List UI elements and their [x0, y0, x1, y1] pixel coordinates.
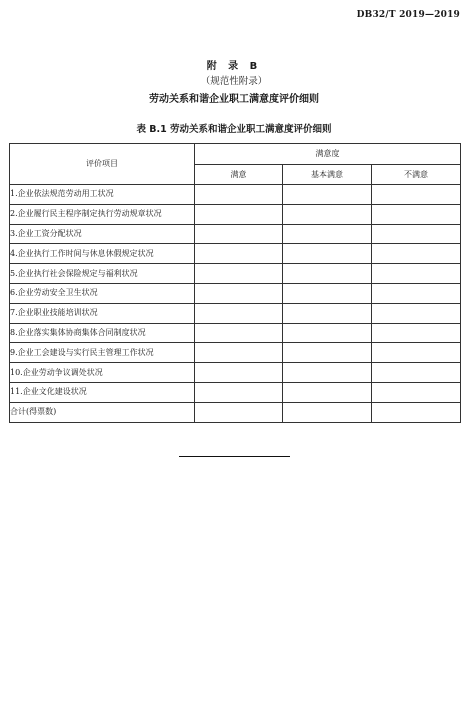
table-row: [10, 204, 461, 224]
row-label: 6.企业劳动安全卫生状况: [10, 283, 195, 303]
table-row: [10, 244, 461, 264]
cell-satisfied: [195, 343, 283, 363]
cell-dissatisfied: [372, 204, 461, 224]
cell-basically-satisfied: [283, 244, 372, 264]
table-row: [10, 264, 461, 284]
cell-basically-satisfied: [283, 382, 372, 402]
cell-satisfied: [195, 303, 283, 323]
row-label-total: 合计(得票数): [10, 402, 195, 422]
cell-basically-satisfied: [283, 323, 372, 343]
cell-basically-satisfied: [283, 303, 372, 323]
row-label: 2.企业履行民主程序制定执行劳动规章状况: [10, 204, 195, 224]
cell-dissatisfied: [372, 323, 461, 343]
cell-dissatisfied: [372, 343, 461, 363]
cell-satisfied: [195, 382, 283, 402]
cell-dissatisfied: [372, 244, 461, 264]
cell-dissatisfied: [372, 303, 461, 323]
table-row: [10, 224, 461, 244]
table-row: [10, 185, 461, 205]
annex-title: 附 录 B: [206, 61, 262, 72]
cell-basically-satisfied: [283, 185, 372, 205]
table-row: [10, 283, 461, 303]
cell-satisfied: [195, 224, 283, 244]
end-rule-divider: [179, 456, 290, 457]
cell-basically-satisfied: [283, 283, 372, 303]
cell-basically-satisfied: [283, 363, 372, 383]
cell-dissatisfied: [372, 283, 461, 303]
row-label: 10.企业劳动争议调处状况: [10, 363, 195, 383]
document-code: DB32/T 2019—2019: [356, 10, 460, 20]
cell-satisfied: [195, 204, 283, 224]
cell-dissatisfied: [372, 264, 461, 284]
table-row: [10, 303, 461, 323]
cell-basically-satisfied: [283, 264, 372, 284]
cell-satisfied: [195, 323, 283, 343]
cell-satisfied: [195, 363, 283, 383]
cell-satisfied: [195, 264, 283, 284]
row-label: 7.企业职业技能培训状况: [10, 303, 195, 323]
header-satisfied: 满意: [195, 165, 283, 185]
header-satisfaction: 满意度: [195, 144, 461, 165]
row-label: 4.企业执行工作时间与休息休假规定状况: [10, 244, 195, 264]
header-basically-satisfied: 基本满意: [283, 165, 372, 185]
header-evaluation-item: 评价项目: [10, 144, 195, 185]
annex-name: 劳动关系和谐企业职工满意度评价细则: [149, 94, 319, 105]
cell-satisfied: [195, 244, 283, 264]
row-label: 3.企业工资分配状况: [10, 224, 195, 244]
cell-dissatisfied: [372, 402, 461, 422]
table-row: [10, 363, 461, 383]
table-row: [10, 323, 461, 343]
annex-type: （规范性附录）: [200, 76, 268, 87]
table-total-row: [10, 402, 461, 422]
row-label: 8.企业落实集体协商集体合同制度状况: [10, 323, 195, 343]
row-label: 9.企业工会建设与实行民主管理工作状况: [10, 343, 195, 363]
cell-basically-satisfied: [283, 224, 372, 244]
satisfaction-evaluation-table: [9, 143, 461, 423]
cell-dissatisfied: [372, 185, 461, 205]
row-label: 11.企业文化建设状况: [10, 382, 195, 402]
cell-basically-satisfied: [283, 343, 372, 363]
header-dissatisfied: 不满意: [372, 165, 461, 185]
cell-basically-satisfied: [283, 204, 372, 224]
cell-basically-satisfied: [283, 402, 372, 422]
cell-dissatisfied: [372, 363, 461, 383]
table-row: [10, 382, 461, 402]
row-label: 5.企业执行社会保险规定与福利状况: [10, 264, 195, 284]
cell-satisfied: [195, 402, 283, 422]
table-caption: 表 B.1 劳动关系和谐企业职工满意度评价细则: [136, 124, 332, 135]
table-header-row: [10, 144, 461, 165]
cell-dissatisfied: [372, 224, 461, 244]
cell-satisfied: [195, 185, 283, 205]
table-row: [10, 343, 461, 363]
row-label: 1.企业依法规范劳动用工状况: [10, 185, 195, 205]
cell-dissatisfied: [372, 382, 461, 402]
cell-satisfied: [195, 283, 283, 303]
